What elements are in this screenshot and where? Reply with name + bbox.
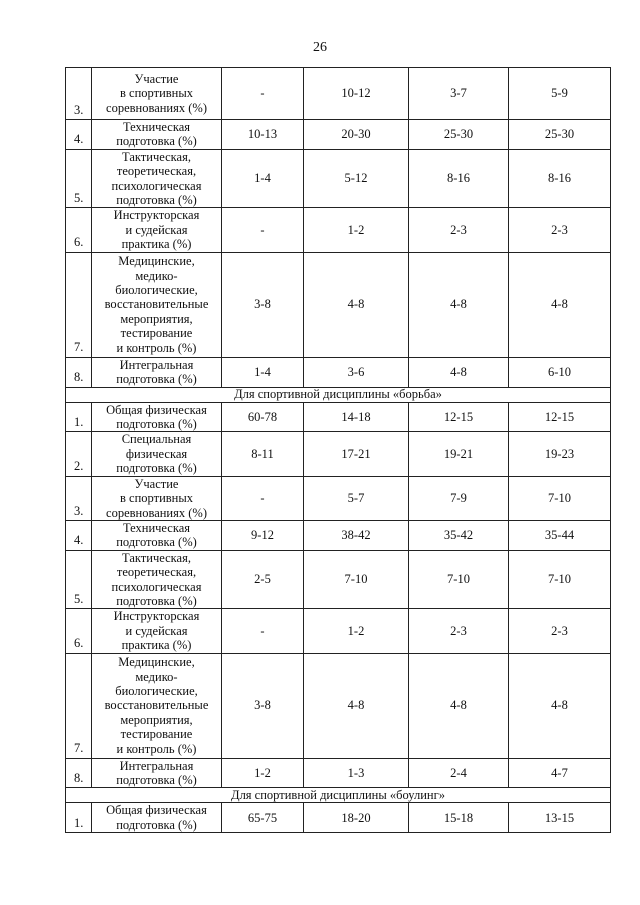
row-name: Тактическая, теоретическая, психологическая подготовка (%) [92,149,222,208]
value-stage-1: - [222,609,304,653]
row-name: Общая физическая подготовка (%) [92,803,222,833]
value-stage-4: 13-15 [509,803,611,833]
value-stage-1: 3-8 [222,653,304,758]
table-row [66,476,611,520]
table-row [66,149,611,208]
row-number: 7. [66,252,92,357]
row-number: 8. [66,357,92,387]
value-stage-1: 60-78 [222,402,304,432]
section-title: Для спортивной дисциплины «борьба» [66,387,611,402]
table-row [66,758,611,788]
value-stage-2: 20-30 [304,120,409,150]
table-row [66,357,611,387]
table-row [66,803,611,833]
value-stage-1: 1-4 [222,149,304,208]
value-stage-3: 4-8 [409,653,509,758]
row-name: Тактическая, теоретическая, психологическая подготовка (%) [92,550,222,609]
value-stage-3: 2-3 [409,208,509,252]
table-row [66,609,611,653]
value-stage-3: 19-21 [409,432,509,476]
value-stage-3: 4-8 [409,357,509,387]
value-stage-3: 2-4 [409,758,509,788]
value-stage-4: 7-10 [509,550,611,609]
value-stage-4: 4-7 [509,758,611,788]
training-table [65,67,611,833]
value-stage-4: 35-44 [509,520,611,550]
row-name: Интегральная подготовка (%) [92,357,222,387]
value-stage-1: 1-4 [222,357,304,387]
value-stage-4: 7-10 [509,476,611,520]
value-stage-3: 3-7 [409,68,509,120]
row-name: Техническая подготовка (%) [92,520,222,550]
table-row [66,432,611,476]
row-number: 4. [66,120,92,150]
value-stage-2: 4-8 [304,252,409,357]
row-number: 3. [66,476,92,520]
value-stage-1: 65-75 [222,803,304,833]
value-stage-3: 8-16 [409,149,509,208]
table-row [66,653,611,758]
value-stage-1: 10-13 [222,120,304,150]
row-name: Общая физическая подготовка (%) [92,402,222,432]
value-stage-3: 15-18 [409,803,509,833]
value-stage-2: 1-2 [304,609,409,653]
row-number: 2. [66,432,92,476]
table-row [66,520,611,550]
row-number: 4. [66,520,92,550]
row-name: Участие в спортивных соревнованиях (%) [92,476,222,520]
value-stage-2: 18-20 [304,803,409,833]
row-number: 5. [66,149,92,208]
row-name: Инструкторская и судейская практика (%) [92,208,222,252]
value-stage-3: 25-30 [409,120,509,150]
section-title: Для спортивной дисциплины «боулинг» [66,788,611,803]
value-stage-1: - [222,476,304,520]
row-name: Инструкторская и судейская практика (%) [92,609,222,653]
value-stage-4: 12-15 [509,402,611,432]
value-stage-4: 4-8 [509,653,611,758]
value-stage-3: 4-8 [409,252,509,357]
table-body [66,68,611,833]
row-name: Медицинские, медико- биологические, восстановительные мероприятия, тестирование и контроль (%) [92,252,222,357]
table-row [66,68,611,120]
value-stage-1: 9-12 [222,520,304,550]
row-number: 8. [66,758,92,788]
value-stage-3: 35-42 [409,520,509,550]
value-stage-3: 12-15 [409,402,509,432]
table-row [66,402,611,432]
table-row [66,120,611,150]
value-stage-2: 14-18 [304,402,409,432]
row-number: 7. [66,653,92,758]
row-number: 3. [66,68,92,120]
table-row [66,550,611,609]
value-stage-2: 17-21 [304,432,409,476]
row-number: 1. [66,803,92,833]
value-stage-2: 10-12 [304,68,409,120]
value-stage-2: 1-2 [304,208,409,252]
value-stage-1: 3-8 [222,252,304,357]
value-stage-2: 1-3 [304,758,409,788]
value-stage-4: 19-23 [509,432,611,476]
value-stage-4: 5-9 [509,68,611,120]
value-stage-4: 4-8 [509,252,611,357]
table-row [66,252,611,357]
value-stage-2: 3-6 [304,357,409,387]
row-number: 1. [66,402,92,432]
value-stage-3: 7-10 [409,550,509,609]
row-name: Участие в спортивных соревнованиях (%) [92,68,222,120]
row-name: Интегральная подготовка (%) [92,758,222,788]
value-stage-1: 8-11 [222,432,304,476]
row-number: 6. [66,609,92,653]
value-stage-1: - [222,68,304,120]
table-row [66,208,611,252]
row-number: 5. [66,550,92,609]
value-stage-2: 5-12 [304,149,409,208]
value-stage-4: 2-3 [509,208,611,252]
page-number: 26 [313,40,327,55]
section-header-row [66,387,611,402]
row-name: Техническая подготовка (%) [92,120,222,150]
value-stage-3: 2-3 [409,609,509,653]
value-stage-1: - [222,208,304,252]
value-stage-2: 7-10 [304,550,409,609]
section-header-row [66,788,611,803]
value-stage-2: 5-7 [304,476,409,520]
value-stage-4: 2-3 [509,609,611,653]
row-number: 6. [66,208,92,252]
value-stage-3: 7-9 [409,476,509,520]
value-stage-1: 1-2 [222,758,304,788]
value-stage-4: 8-16 [509,149,611,208]
row-name: Медицинские, медико- биологические, восстановительные мероприятия, тестирование и контроль (%) [92,653,222,758]
row-name: Специальная физическая подготовка (%) [92,432,222,476]
value-stage-1: 2-5 [222,550,304,609]
value-stage-2: 38-42 [304,520,409,550]
value-stage-4: 6-10 [509,357,611,387]
value-stage-2: 4-8 [304,653,409,758]
value-stage-4: 25-30 [509,120,611,150]
